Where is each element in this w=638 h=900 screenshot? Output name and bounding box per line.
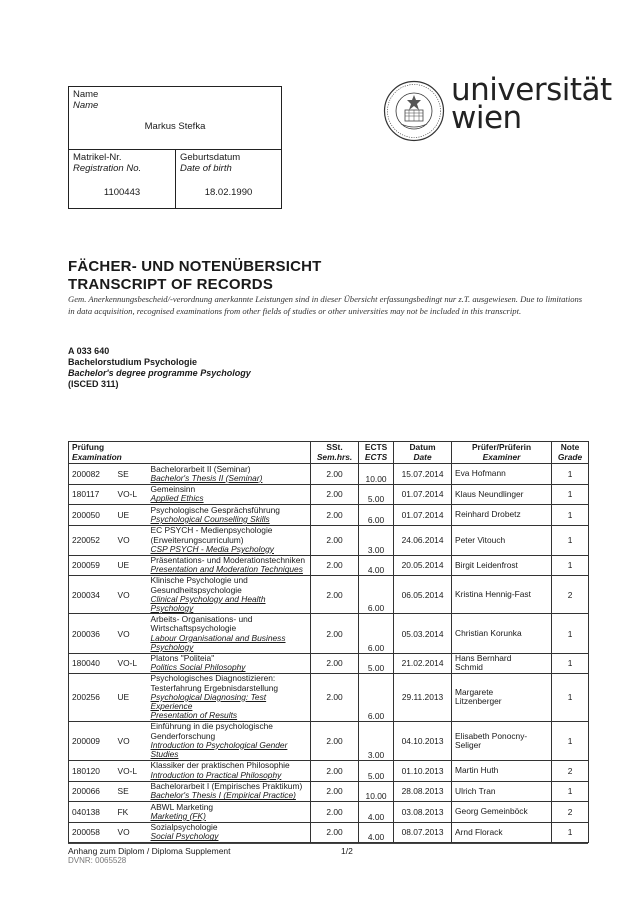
course-code: 220052: [69, 525, 115, 555]
grade-value: 1: [552, 484, 589, 505]
grade-value: 1: [552, 614, 589, 653]
course-title: [148, 555, 311, 576]
logo-line-1: universität: [451, 72, 612, 108]
course-title: [148, 576, 311, 614]
grade-value: 2: [552, 802, 589, 823]
course-title-en: Introduction to Psychological Gender: [150, 739, 288, 750]
table-row: [69, 505, 589, 526]
course-title-de: Gesundheitspsychologie: [150, 584, 242, 595]
examiner-name: [452, 653, 552, 674]
course-title-en: Psychological Counselling Skills: [150, 513, 270, 524]
header-grade-en: Grade: [557, 451, 583, 462]
ects-credits: 5.00: [359, 653, 394, 674]
table-row: [69, 674, 589, 721]
course-title-en: Introduction to Practical Philosophy: [150, 769, 282, 780]
table-row: [69, 555, 589, 576]
registration-cell: [69, 150, 176, 208]
header-exam-en: Examination: [72, 451, 122, 462]
examiner-name-line: Seliger: [455, 739, 482, 750]
examiner-name: [452, 464, 552, 485]
examiner-name: [452, 721, 552, 760]
course-title: [148, 781, 311, 802]
disclaimer-note: [68, 294, 588, 317]
semester-hours: 2.00: [311, 781, 359, 802]
programme-name-de: Bachelorstudium Psychologie: [68, 357, 198, 367]
course-title-de: Präsentations- und Moderationstechniken: [150, 555, 306, 566]
examiner-name-line: Schmid: [455, 662, 483, 673]
course-title: [148, 464, 311, 485]
header-sst-de: SSt.: [326, 442, 343, 452]
course-title: [148, 614, 311, 653]
course-title-de: Platons "Politeia": [150, 653, 215, 664]
course-title-en: Presentation of Results: [150, 710, 238, 721]
examiner-name: [452, 484, 552, 505]
birthdate-label: Geburtsdatum: [180, 152, 241, 163]
semester-hours: 2.00: [311, 760, 359, 781]
course-title-de: Psychologische Gesprächsführung: [150, 504, 280, 515]
header-exam-de: Prüfung: [72, 442, 105, 452]
programme-code: A 033 640: [68, 346, 110, 356]
course-type: VO: [115, 721, 148, 760]
table-row: [69, 614, 589, 653]
footer-annex: Anhang zum Diplom / Diploma Supplement: [68, 846, 231, 856]
course-type: UE: [115, 505, 148, 526]
university-logo: [451, 72, 612, 136]
table-row: [69, 781, 589, 802]
course-title-de: Gemeinsinn: [150, 484, 196, 495]
header-date: [394, 442, 452, 464]
course-title-en: Clinical Psychology and Health Psychology: [150, 593, 266, 614]
course-code: 200066: [69, 781, 115, 802]
examiner-name: [452, 505, 552, 526]
ects-credits: 3.00: [359, 525, 394, 555]
header-grade: [552, 442, 589, 464]
course-type: FK: [115, 802, 148, 823]
title-english: TRANSCRIPT OF RECORDS: [68, 276, 274, 293]
exam-date: 01.10.2013: [394, 760, 452, 781]
course-type: VO: [115, 525, 148, 555]
course-title: [148, 653, 311, 674]
grade-value: 2: [552, 576, 589, 614]
student-name: Markus Stefka: [144, 121, 206, 132]
page-number: 1/2: [341, 846, 353, 856]
grade-value: 2: [552, 760, 589, 781]
ects-credits: 3.00: [359, 721, 394, 760]
course-type: UE: [115, 555, 148, 576]
course-title-de: Genderforschung: [150, 730, 216, 741]
course-code: 200034: [69, 576, 115, 614]
personal-info-box: [68, 86, 282, 209]
course-title: [148, 760, 311, 781]
ects-credits: 6.00: [359, 576, 394, 614]
course-title-en: Psychological Diagnosing: Test Experience: [150, 691, 267, 712]
note-english: Due to limitations in data acquisition, recognised examinations from other fields of studies or other universities may not be included in this transcript.: [68, 294, 583, 316]
programme-info: [68, 346, 251, 390]
header-date-en: Date: [413, 451, 432, 462]
footer-dvnr: DVNR: 0065528: [68, 856, 127, 865]
exam-date: 01.07.2014: [394, 484, 452, 505]
table-row: [69, 464, 589, 485]
examiner-name: [452, 674, 552, 721]
records-table: [68, 441, 589, 843]
examiner-name-line: Klaus Neundlinger: [455, 488, 524, 499]
course-code: 200059: [69, 555, 115, 576]
exam-date: 15.07.2014: [394, 464, 452, 485]
header-examiner: [452, 442, 552, 464]
ects-credits: 10.00: [359, 781, 394, 802]
table-row: [69, 721, 589, 760]
ects-credits: 6.00: [359, 614, 394, 653]
ects-credits: 4.00: [359, 555, 394, 576]
exam-date: 05.03.2014: [394, 614, 452, 653]
table-header-row: [69, 442, 589, 464]
course-code: 200058: [69, 822, 115, 843]
course-title-en: Politics Social Philosophy: [150, 662, 246, 673]
course-title-de: EC PSYCH - Medienpsychologie: [150, 525, 273, 536]
course-title-de: Einführung in die psychologische: [150, 721, 273, 732]
semester-hours: 2.00: [311, 802, 359, 823]
programme-isced: (ISCED 311): [68, 379, 119, 389]
ects-credits: 6.00: [359, 505, 394, 526]
examiner-name: [452, 822, 552, 843]
grade-value: 1: [552, 781, 589, 802]
table-row: [69, 484, 589, 505]
examiner-name-line: Georg Gemeinböck: [455, 806, 528, 817]
exam-date: 21.02.2014: [394, 653, 452, 674]
birthdate-value: 18.02.1990: [204, 187, 253, 198]
name-cell: [69, 87, 281, 150]
course-title-en: Social Psychology: [150, 831, 219, 842]
examiner-name: [452, 614, 552, 653]
birthdate-label-en: Date of birth: [180, 163, 232, 174]
header-date-de: Datum: [409, 442, 436, 452]
examiner-name-line: Martin Huth: [455, 765, 499, 776]
programme-name-en: Bachelor's degree programme Psychology: [68, 368, 251, 378]
semester-hours: 2.00: [311, 576, 359, 614]
course-title-de: ABWL Marketing: [150, 801, 214, 812]
grade-value: 1: [552, 525, 589, 555]
course-title-en: Bachelor's Thesis II (Seminar): [150, 472, 263, 483]
course-code: 200009: [69, 721, 115, 760]
course-type: VO-L: [115, 760, 148, 781]
semester-hours: 2.00: [311, 505, 359, 526]
course-title-de: Klassiker der praktischen Philosophie: [150, 760, 290, 771]
header-sst-en: Sem.hrs.: [316, 451, 353, 462]
examiner-name: [452, 576, 552, 614]
ects-credits: 4.00: [359, 822, 394, 843]
examiner-name-line: Ulrich Tran: [455, 785, 496, 796]
course-code: 040138: [69, 802, 115, 823]
ects-credits: 5.00: [359, 760, 394, 781]
course-title: [148, 674, 311, 721]
course-title-en: Labour Organisational and Business: [150, 632, 286, 643]
examiner-name-line: Birgit Leidenfrost: [455, 559, 518, 570]
examiner-name-line: Eva Hofmann: [455, 468, 506, 479]
course-type: SE: [115, 781, 148, 802]
grade-value: 1: [552, 674, 589, 721]
course-type: VO: [115, 822, 148, 843]
footer-divider: [68, 843, 588, 844]
course-title-de: Bachelorarbeit I (Empirisches Praktikum): [150, 781, 303, 791]
ects-credits: 10.00: [359, 464, 394, 485]
examiner-name-line: Reinhard Drobetz: [455, 509, 521, 520]
semester-hours: 2.00: [311, 484, 359, 505]
semester-hours: 2.00: [311, 525, 359, 555]
exam-date: 24.06.2014: [394, 525, 452, 555]
table-row: [69, 576, 589, 614]
examiner-name: [452, 555, 552, 576]
course-type: VO-L: [115, 484, 148, 505]
exam-date: 03.08.2013: [394, 802, 452, 823]
table-row: [69, 653, 589, 674]
grade-value: 1: [552, 653, 589, 674]
examiner-name-line: Litzenberger: [455, 696, 502, 707]
examiner-name: [452, 781, 552, 802]
registration-number: 1100443: [103, 187, 141, 198]
exam-date: 20.05.2014: [394, 555, 452, 576]
examiner-name-line: Arnd Florack: [455, 826, 503, 837]
course-code: 200256: [69, 674, 115, 721]
examiner-name-line: Hans Bernhard: [455, 653, 512, 664]
exam-date: 28.08.2013: [394, 781, 452, 802]
semester-hours: 2.00: [311, 614, 359, 653]
semester-hours: 2.00: [311, 721, 359, 760]
grade-value: 1: [552, 822, 589, 843]
course-code: 200036: [69, 614, 115, 653]
course-type: VO: [115, 576, 148, 614]
course-title-en: Marketing (FK): [150, 810, 206, 821]
course-title: [148, 721, 311, 760]
course-title-en: Presentation and Moderation Techniques: [150, 564, 303, 575]
course-title-de: (Erweiterungscurriculum): [150, 534, 244, 545]
header-examiner-en: Examiner: [482, 451, 521, 462]
examiner-name: [452, 802, 552, 823]
header-ects: [359, 442, 394, 464]
course-title-de: Bachelorarbeit II (Seminar): [150, 463, 251, 474]
examiner-name: [452, 525, 552, 555]
header-ects-de: ECTS: [364, 442, 388, 452]
university-seal-icon: [383, 80, 445, 142]
course-title-en: Bachelor's Thesis I (Empirical Practice): [150, 790, 296, 801]
semester-hours: 2.00: [311, 555, 359, 576]
course-title-en: Psychology: [150, 641, 194, 652]
semester-hours: 2.00: [311, 822, 359, 843]
logo-line-2: wien: [451, 100, 522, 136]
course-type: VO-L: [115, 653, 148, 674]
grade-value: 1: [552, 464, 589, 485]
course-title-de: Testerfahrung Ergebnisdarstellung: [150, 682, 279, 693]
exam-date: 06.05.2014: [394, 576, 452, 614]
course-title-en: CSP PSYCH - Media Psychology: [150, 543, 274, 554]
course-title: [148, 484, 311, 505]
header-examiner-de: Prüfer/Prüferin: [471, 442, 532, 452]
examiner-name-line: Margarete: [455, 687, 494, 698]
course-title-en: Applied Ethics: [150, 493, 204, 504]
exam-date: 08.07.2013: [394, 822, 452, 843]
semester-hours: 2.00: [311, 464, 359, 485]
title-german: FÄCHER- UND NOTENÜBERSICHT: [68, 258, 322, 275]
header-grade-de: Note: [560, 442, 580, 452]
table-row: [69, 802, 589, 823]
birthdate-cell: [176, 150, 281, 208]
table-row: [69, 822, 589, 843]
header-sst: [311, 442, 359, 464]
exam-date: 04.10.2013: [394, 721, 452, 760]
semester-hours: 2.00: [311, 653, 359, 674]
course-title-de: Wirtschaftspsychologie: [150, 623, 237, 634]
course-code: 180120: [69, 760, 115, 781]
grade-value: 1: [552, 505, 589, 526]
examiner-name-line: Peter Vitouch: [455, 534, 506, 545]
semester-hours: 2.00: [311, 674, 359, 721]
ects-credits: 5.00: [359, 484, 394, 505]
examiner-name-line: Christian Korunka: [455, 627, 522, 638]
examiner-name: [452, 760, 552, 781]
table-row: [69, 760, 589, 781]
ects-credits: 6.00: [359, 674, 394, 721]
course-title-de: Sozialpsychologie: [150, 822, 218, 833]
name-label: Name: [73, 89, 99, 100]
course-title-de: Arbeits- Organisations- und: [150, 613, 253, 624]
course-code: 180040: [69, 653, 115, 674]
table-row: [69, 525, 589, 555]
course-type: SE: [115, 464, 148, 485]
course-title-de: Klinische Psychologie und: [150, 575, 248, 586]
registration-label-en: Registration No.: [73, 163, 142, 174]
course-code: 180117: [69, 484, 115, 505]
course-type: UE: [115, 674, 148, 721]
registration-label: Matrikel-Nr.: [73, 152, 122, 163]
course-code: 200082: [69, 464, 115, 485]
course-title: [148, 525, 311, 555]
note-german: Gem. Anerkennungsbescheid/-verordnung anerkannte Leistungen sind in dieser Übersicht erfassungsbedingt nur z.T. ausgewiesen.: [68, 294, 518, 304]
exam-date: 29.11.2013: [394, 674, 452, 721]
name-label-en: Name: [73, 100, 99, 111]
exam-date: 01.07.2014: [394, 505, 452, 526]
course-title: [148, 802, 311, 823]
course-title: [148, 505, 311, 526]
course-title-de: Psychologisches Diagnostizieren:: [150, 673, 276, 684]
examiner-name-line: Kristina Hennig-Fast: [455, 589, 531, 600]
course-code: 200050: [69, 505, 115, 526]
course-title: [148, 822, 311, 843]
header-examination: [69, 442, 311, 464]
grade-value: 1: [552, 555, 589, 576]
course-type: VO: [115, 614, 148, 653]
examiner-name-line: Elisabeth Ponocny-: [455, 730, 528, 741]
course-title-en: Studies: [150, 749, 179, 760]
grade-value: 1: [552, 721, 589, 760]
header-ects-en: ECTS: [364, 451, 388, 462]
ects-credits: 4.00: [359, 802, 394, 823]
